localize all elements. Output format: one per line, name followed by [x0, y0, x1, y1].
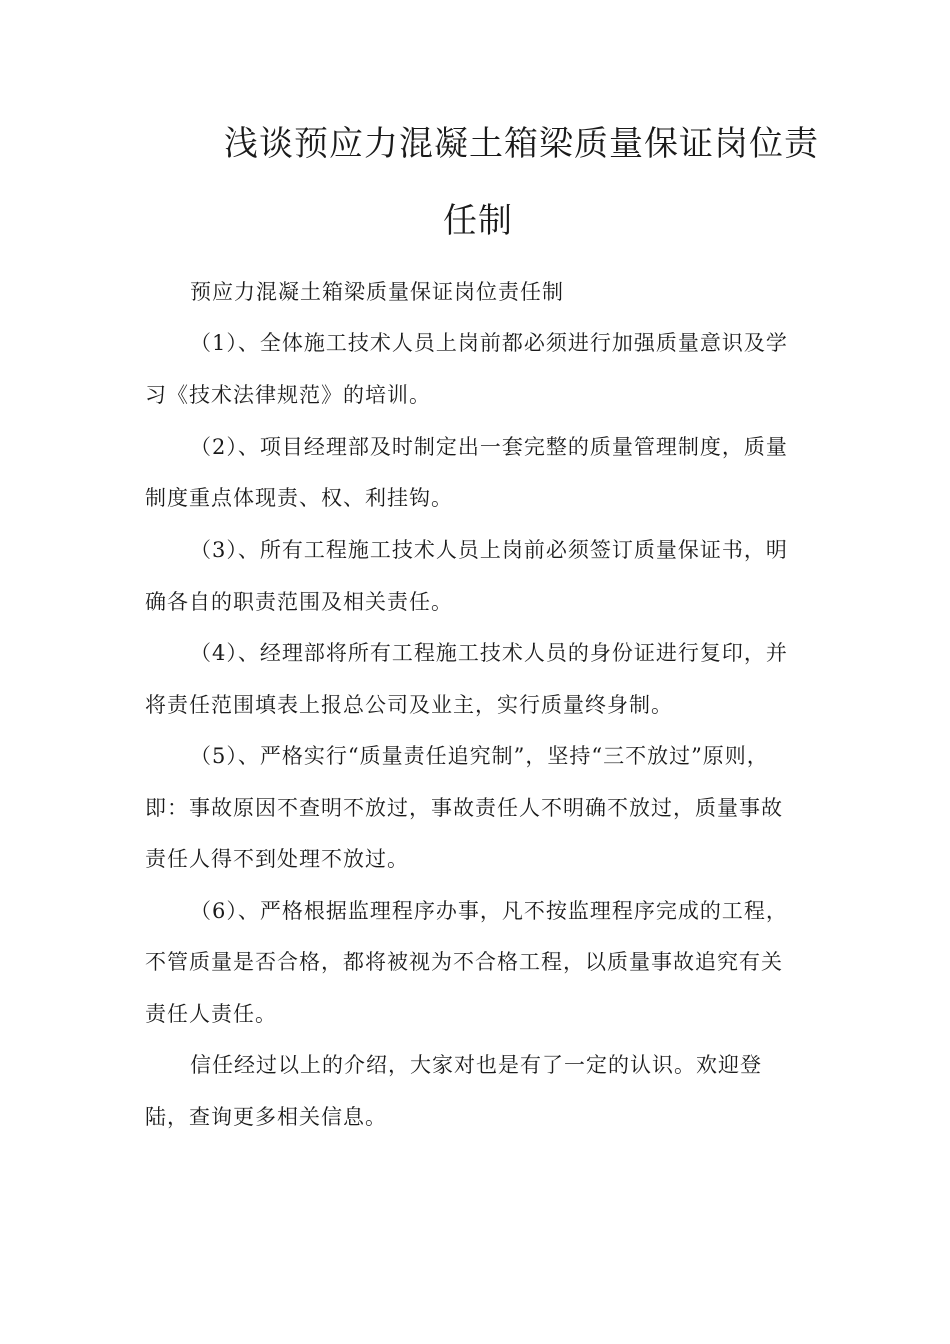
paragraph-line: 责任人责任。: [145, 1002, 277, 1026]
document-title-line-1: 浅谈预应力混凝土箱梁质量保证岗位责: [224, 124, 819, 164]
paragraph-line: 不管质量是否合格，都将被视为不合格工程，以质量事故追究有关: [145, 950, 783, 974]
paragraph-line: （5）、严格实行“质量责任追究制”，坚持“三不放过”原则，: [190, 744, 769, 768]
paragraph-line: 制度重点体现责、权、利挂钩。: [145, 486, 453, 510]
paragraph-line: 陆，查询更多相关信息。: [145, 1105, 387, 1129]
paragraph-line: （2）、项目经理部及时制定出一套完整的质量管理制度，质量: [190, 435, 788, 459]
paragraph-line: 即：事故原因不查明不放过，事故责任人不明确不放过，质量事故: [145, 796, 783, 820]
paragraph-line: 习《技术法律规范》的培训。: [145, 383, 431, 407]
paragraph-line: 将责任范围填表上报总公司及业主，实行质量终身制。: [145, 693, 673, 717]
paragraph-line: （6）、严格根据监理程序办事，凡不按监理程序完成的工程，: [190, 899, 788, 923]
paragraph-line: 责任人得不到处理不放过。: [145, 847, 409, 871]
document-title-line-2: 任制: [443, 201, 513, 241]
paragraph-line: （1）、全体施工技术人员上岗前都必须进行加强质量意识及学: [190, 331, 788, 355]
paragraph-line: 信任经过以上的介绍，大家对也是有了一定的认识。欢迎登: [190, 1053, 762, 1077]
paragraph-line: （3）、所有工程施工技术人员上岗前必须签订质量保证书，明: [190, 538, 788, 562]
subtitle-paragraph: 预应力混凝土箱梁质量保证岗位责任制: [190, 280, 564, 304]
paragraph-line: （4）、经理部将所有工程施工技术人员的身份证进行复印，并: [190, 641, 788, 665]
paragraph-line: 确各自的职责范围及相关责任。: [145, 590, 453, 614]
